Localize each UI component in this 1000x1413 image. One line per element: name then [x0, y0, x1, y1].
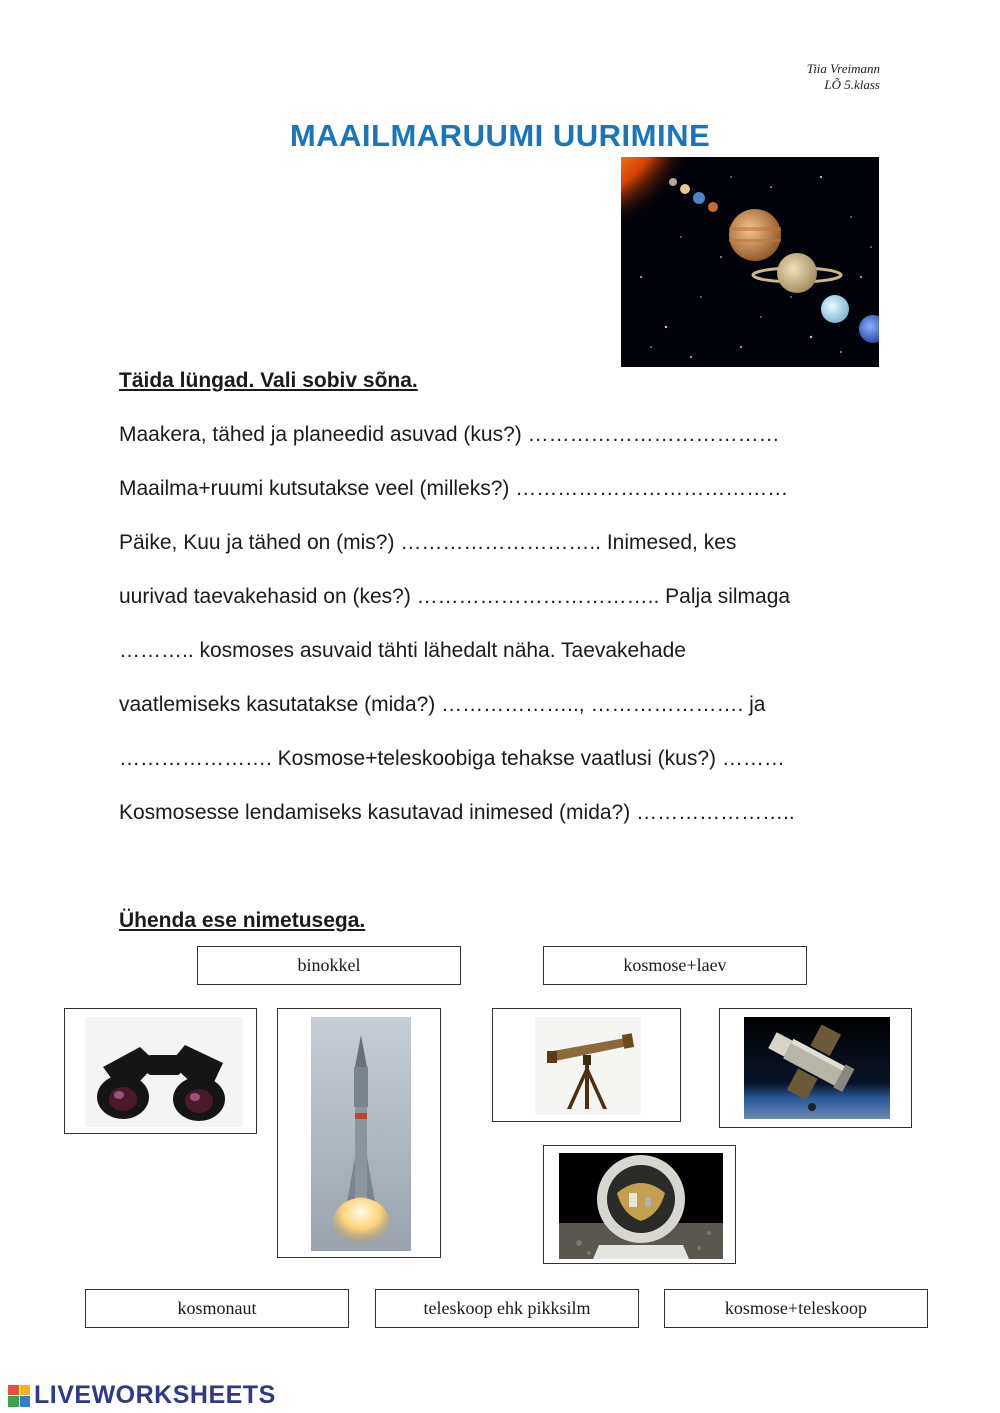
- fill-line-1: Maakera, tähed ja planeedid asuvad (kus?) ………………………………: [119, 423, 780, 446]
- fill-line-5: ……….. kosmoses asuvaid tähti lähedalt näha. Taevakehade: [119, 639, 686, 662]
- page-title: MAAILMARUUMI UURIMINE: [289, 118, 711, 153]
- exercise1-heading: Täida lüngad. Vali sobiv sõna.: [119, 369, 418, 392]
- label-text: kosmose+teleskoop: [724, 1298, 868, 1318]
- fill-line-2: Maailma+ruumi kutsutakse veel (milleks?) …………………………………: [119, 477, 789, 500]
- exercise2-heading: Ühenda ese nimetusega.: [119, 909, 366, 932]
- fill-line-6: vaatlemiseks kasutatakse (mida?) ……………….., …………………. ja: [119, 693, 766, 716]
- telescope-image[interactable]: [492, 1008, 681, 1122]
- label-text: kosmose+laev: [623, 955, 727, 975]
- binoculars-image[interactable]: [64, 1008, 257, 1134]
- label-box-kosmoseteleskoop[interactable]: [664, 1289, 928, 1328]
- label-text: kosmonaut: [177, 1298, 257, 1318]
- label-box-teleskoop[interactable]: [375, 1289, 639, 1328]
- label-box-binokkel[interactable]: [197, 946, 461, 985]
- fill-line-4: uurivad taevakehasid on (kes?) …………………………….. Palja silmaga: [119, 585, 791, 608]
- logo-mark-icon: [8, 1385, 30, 1407]
- liveworksheets-logo[interactable]: [8, 1381, 276, 1410]
- label-box-kosmonaut[interactable]: [85, 1289, 349, 1328]
- author-name: Tiia Vreimann: [806, 61, 880, 76]
- fill-line-8: Kosmosesse lendamiseks kasutavad inimesed (mida?) …………………..: [119, 801, 795, 824]
- space-telescope-icon: [744, 1017, 890, 1119]
- label-text: teleskoop ehk pikksilm: [423, 1298, 591, 1318]
- rocket-image[interactable]: [277, 1008, 441, 1258]
- label-box-kosmoselaev[interactable]: [543, 946, 807, 985]
- binoculars-icon: [85, 1017, 243, 1127]
- solar-system-image: [621, 157, 879, 367]
- space-telescope-image[interactable]: [719, 1008, 912, 1128]
- astronaut-icon: [559, 1153, 723, 1259]
- fill-line-3: Päike, Kuu ja tähed on (mis?) ……………………….. Inimesed, kes: [119, 531, 737, 554]
- author-class: LÕ 5.klass: [824, 77, 880, 92]
- logo-text: LIVEWORKSHEETS: [34, 1381, 276, 1409]
- fill-line-7: …………………. Kosmose+teleskoobiga tehakse vaatlusi (kus?) ………: [119, 747, 785, 770]
- label-text: binokkel: [297, 955, 361, 975]
- telescope-icon: [535, 1017, 641, 1115]
- astronaut-image[interactable]: [543, 1145, 736, 1264]
- rocket-icon: [311, 1017, 411, 1251]
- author-info: [807, 61, 880, 93]
